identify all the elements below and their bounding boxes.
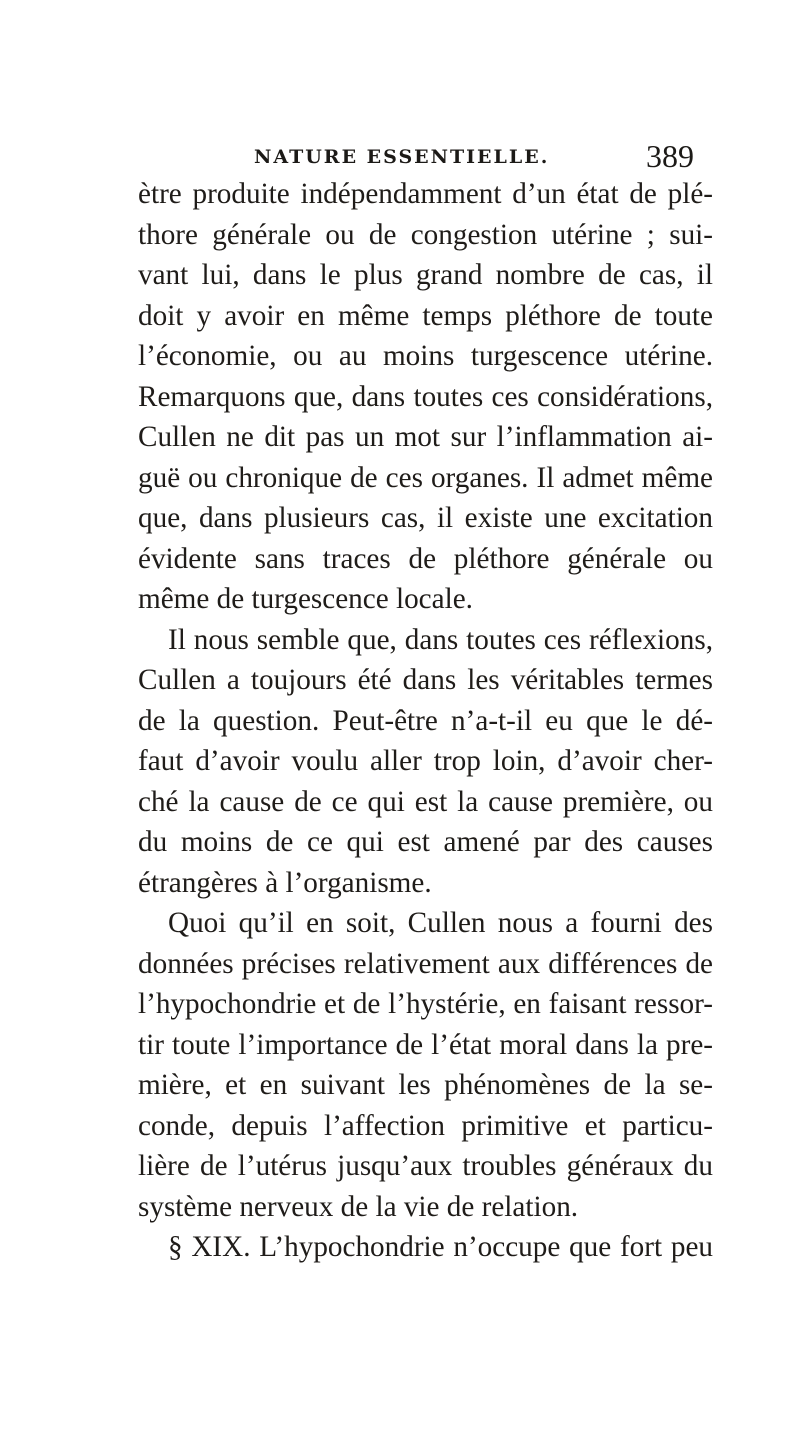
text-line: ché la cause de ce qui est la cause première, ou: [138, 785, 713, 818]
text-line: que, dans plusieurs cas, il existe une excitation: [138, 502, 713, 534]
text-line: lière de l’utérus jusqu’aux troubles généraux du: [138, 1150, 713, 1182]
text-line: thore générale ou de congestion utérine ; sui-: [138, 218, 713, 251]
text-line: système nerveux de la vie de relation.: [138, 1190, 579, 1223]
text-line: Cullen ne dit pas un mot sur l’inflammation ai-: [138, 421, 713, 453]
text-line: de la question. Peut-être n’a-t-il eu que le dé-: [138, 704, 713, 737]
text-line: l’économie, ou au moins turgescence utérine.: [138, 340, 713, 372]
text-line: données précises relativement aux différences de: [138, 947, 713, 980]
text-line: guë ou chronique de ces organes. Il admet même: [138, 461, 713, 494]
text-line: faut d’avoir voulu aller trop loin, d’avoir cher-: [138, 745, 713, 777]
page-number: 389: [646, 138, 694, 174]
text-line: conde, depuis l’affection primitive et particu-: [138, 1109, 713, 1142]
body-text: [138, 174, 713, 1268]
section-heading-line: § XIX. L’hypochondrie n’occupe que fort peu: [168, 1231, 713, 1263]
text-line: Cullen a toujours été dans les véritables termes: [138, 664, 713, 696]
text-line: Il nous semble que, dans toutes ces réflexions,: [168, 623, 713, 656]
text-line: vant lui, dans le plus grand nombre de cas, il: [138, 259, 713, 291]
text-line: Quoi qu’il en soit, Cullen nous a fourni des: [168, 907, 713, 939]
text-line: étrangères à l’organisme.: [138, 866, 432, 899]
running-title: NATURE ESSENTIELLE.: [254, 146, 550, 168]
text-line: tir toute l’importance de l’état moral dans la pre-: [138, 1028, 713, 1061]
text-line: même de turgescence locale.: [138, 583, 473, 615]
text-line: doit y avoir en même temps pléthore de toute: [138, 299, 713, 332]
text-line: l’hypochondrie et de l’hystérie, en faisant ressor-: [138, 988, 713, 1020]
text-line: Remarquons que, dans toutes ces considérations,: [138, 380, 713, 413]
text-line: ètre produite indépendamment d’un état de plé-: [138, 178, 713, 210]
text-line: mière, et en suivant les phénomènes de la se-: [138, 1069, 713, 1101]
text-line: du moins de ce qui est amené par des causes: [138, 826, 713, 858]
text-line: évidente sans traces de pléthore générale ou: [138, 542, 713, 575]
